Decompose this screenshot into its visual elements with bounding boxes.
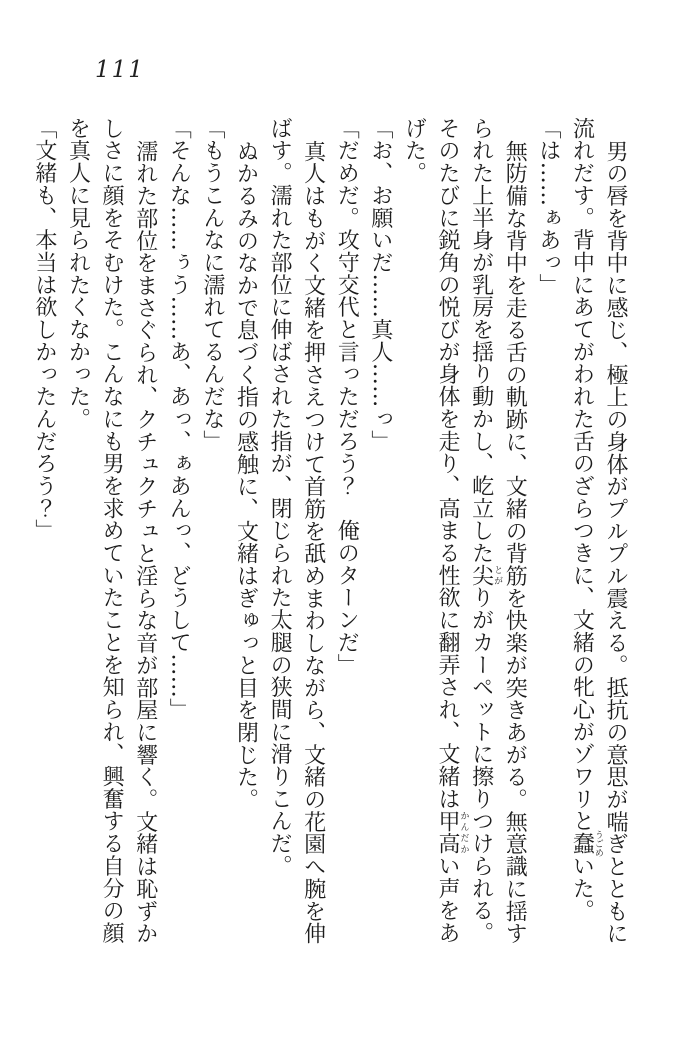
paragraph: 真人はもがく文緒を押さえつけて首筋を舐めまわしながら、文緒の花園へ腕を伸ばす。濡れた部位に伸ばされた指が、閉じられた太腿の狭間に滑りこんだ。 — [267, 117, 326, 945]
furigana: かんだか — [458, 809, 469, 855]
ruby-annotated-word: 甲高かんだか — [435, 809, 469, 855]
furigana: うごめ — [592, 829, 603, 857]
paragraph: 無防備な背中を走る舌の軌跡に、文緒の背筋を快楽が突きあがる。無意識に揺すられた上半身が乳房を揺り動かし、屹立した尖とがりがカーペットに擦りつけられる。そのたびに鋭角の悦びが身体を走り、高まる性欲に翻弄され、文緒は甲高かんだかい声をあげた。 — [401, 117, 528, 945]
paragraph: 「お、お願いだ……真人……っ」 — [367, 117, 393, 453]
ruby-annotated-word: 尖とが — [468, 564, 503, 587]
page-number: 111 — [95, 57, 145, 83]
paragraph: 「は……ぁあっ」 — [535, 117, 561, 296]
furigana: とが — [492, 564, 503, 587]
paragraph: 「だめだ。攻守交代と言っただろう？ 俺のターンだ」 — [334, 117, 360, 676]
paragraph: ぬかるみのなかで息づく指の感触に、文緒はぎゅっと目を閉じた。 — [233, 140, 259, 811]
paragraph: 濡れた部位をまさぐられ、クチュクチュと淫らな音が部屋に響く。文緒は恥ずかしさに顔をそむけた。こんなにも男を求めていたことを知られ、興奮する自分の顔を真人に見られたくなかった。 — [65, 117, 158, 945]
ruby-annotated-word: 蠢うごめ — [569, 829, 603, 857]
paragraph: 「そんな……ぅう……あ、あっ、ぁあんっ、どうして……」 — [166, 117, 192, 721]
text-area — [31, 117, 632, 965]
paragraph: 「文緒も、本当は欲しかったんだろう？」 — [31, 117, 57, 542]
paragraph: 「もうこんなに濡れてるんだな」 — [199, 117, 225, 453]
paragraph: 男の唇を背中に感じ、極上の身体がプルプル震える。抵抗の意思が喘ぎとともに流れだす。背中にあてがわれた舌のざらつきに、文緒の牝心がゾワリと蠢うごめいた。 — [569, 117, 628, 945]
